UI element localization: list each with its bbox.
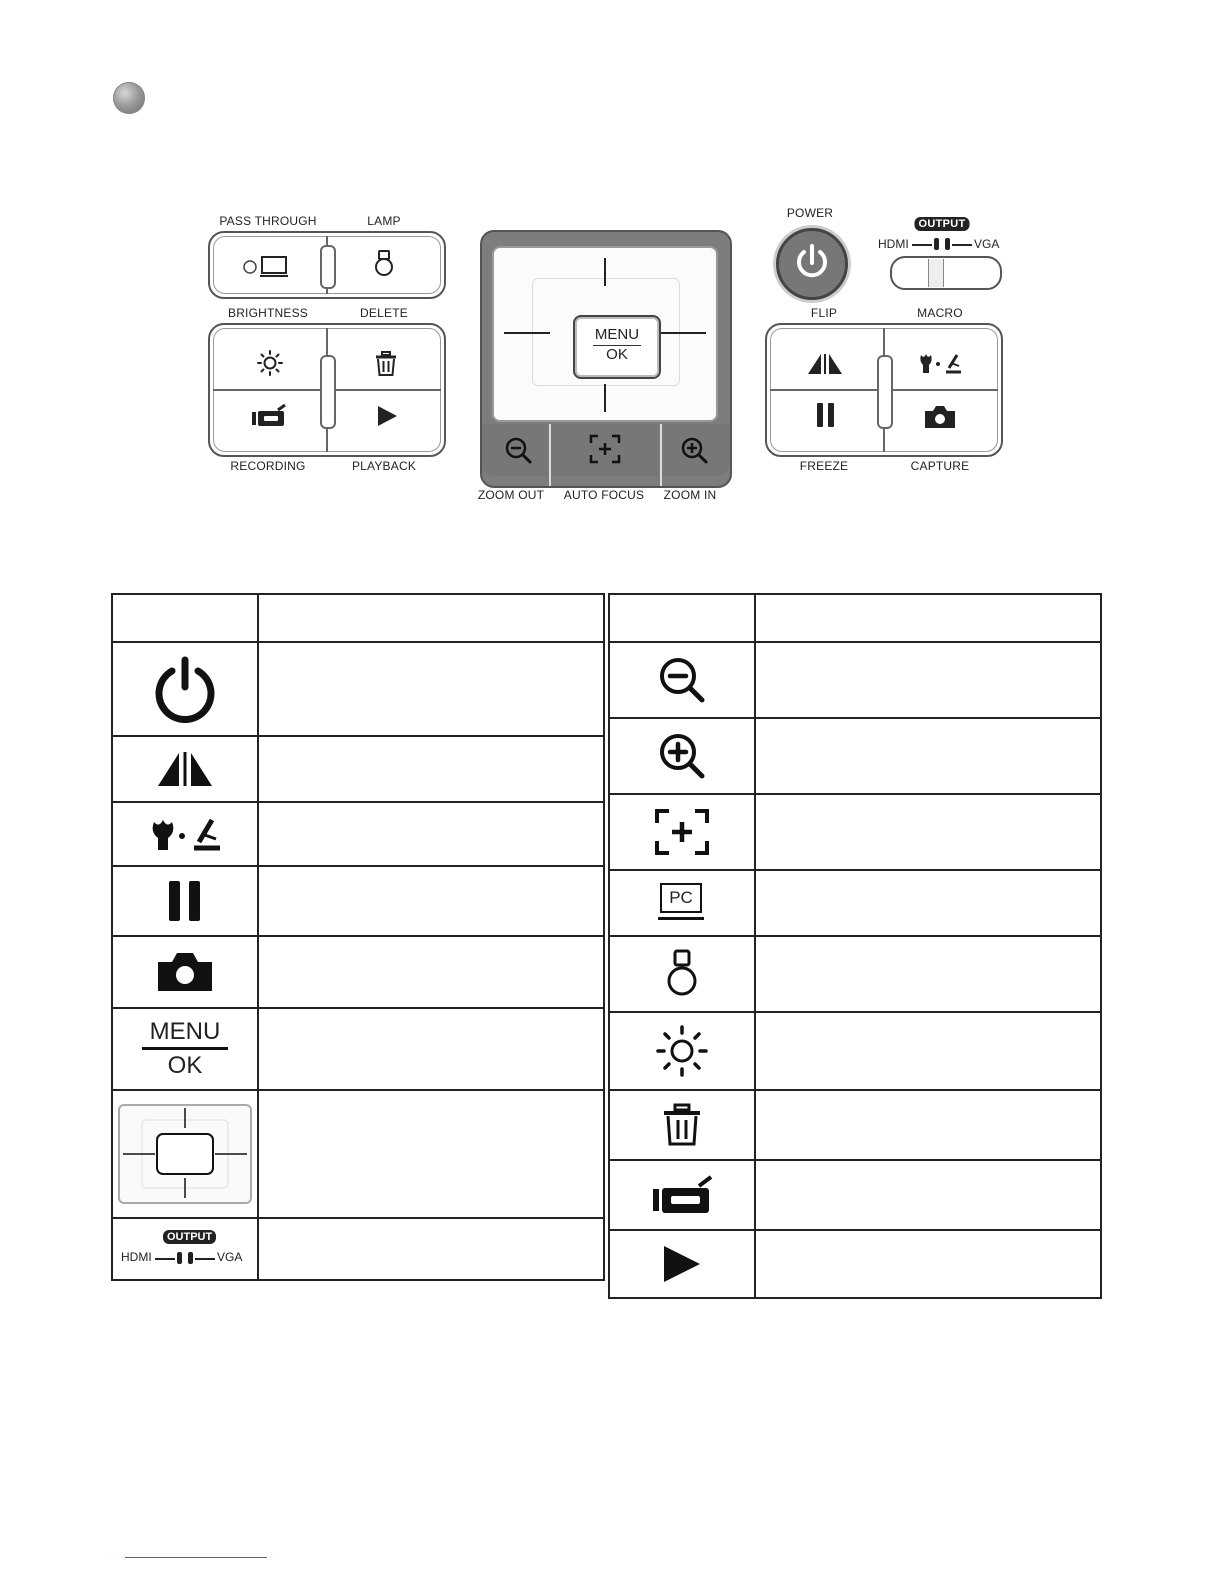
zoom-out-button[interactable] [482,424,548,476]
macro-button[interactable] [917,351,963,375]
table-row [609,870,1101,936]
footer-link-underline [125,1557,267,1558]
table-row [609,936,1101,1012]
table-row [609,642,1101,718]
description-cell [755,1090,1101,1160]
lamp-button[interactable] [372,249,396,279]
capture-button[interactable] [923,405,957,429]
zoom-in-icon [657,731,707,781]
table-row [112,1008,604,1090]
macro-icon [148,816,222,852]
playback-label: PLAYBACK [351,459,417,473]
description-cell [258,1008,604,1090]
pause-icon [169,881,201,921]
play-icon [662,1245,702,1283]
left-arrow-mark[interactable] [504,332,550,334]
description-cell [258,736,604,802]
left-button-table [111,593,605,1281]
zoom-out-icon [657,655,707,705]
flip-label: FLIP [810,306,838,320]
brightness-delete-recording-playback-panel [208,323,446,457]
trash-icon [662,1103,702,1147]
zoom-in-button[interactable] [662,424,730,476]
output-badge: OUTPUT [163,1230,216,1244]
flip-icon [156,751,214,787]
hdmi-label: HDMI [878,237,909,251]
description-cell [755,718,1101,794]
description-cell [258,1090,604,1218]
output-switch-icon [112,1218,258,1280]
table-row [609,1160,1101,1230]
pc-text: PC [660,883,702,913]
description-cell [258,802,604,866]
pass-through-lamp-panel [208,231,446,299]
table-row [609,794,1101,870]
table-row [112,936,604,1008]
output-switch[interactable] [890,256,1002,290]
description-cell [258,642,604,736]
menu-text: MENU [594,326,640,343]
flip-macro-freeze-capture-panel [765,323,1003,457]
table-row [112,736,604,802]
description-cell [258,936,604,1008]
description-cell [755,1012,1101,1090]
header-description-cell [755,594,1101,642]
table-row [609,1230,1101,1298]
vga-label: VGA [217,1250,243,1264]
description-cell [258,1218,604,1280]
lamp-icon [664,949,700,999]
auto-focus-button[interactable] [551,424,659,476]
pass-through-button[interactable] [242,253,294,279]
video-camera-icon [651,1174,713,1216]
macro-label: MACRO [917,306,963,320]
pass-through-label: PASS THROUGH [219,214,317,228]
description-cell [755,1160,1101,1230]
navigation-pad [480,230,732,488]
description-cell [755,794,1101,870]
power-icon [153,655,217,723]
power-button[interactable] [776,228,848,300]
lamp-label: LAMP [367,214,401,228]
power-label: POWER [786,206,834,220]
table-header [112,594,604,642]
table-row [112,1090,604,1218]
header-icon-cell [609,594,755,642]
table-row [112,1218,604,1280]
description-cell [258,866,604,936]
description-cell [755,1230,1101,1298]
zoom-out-label: ZOOM OUT [477,488,545,502]
output-badge: OUTPUT [914,217,969,231]
delete-button[interactable] [374,351,398,377]
ok-text: OK [606,345,628,363]
brightness-label: BRIGHTNESS [227,306,309,320]
brightness-icon [655,1024,709,1078]
table-row [112,642,604,736]
capture-label: CAPTURE [910,459,970,473]
zoom-in-label: ZOOM IN [663,488,717,502]
header-icon-cell [112,594,258,642]
auto-focus-icon [589,434,621,464]
menu-ok-icon [112,1008,258,1090]
recording-label: RECORDING [230,459,306,473]
auto-focus-label: AUTO FOCUS [563,488,645,502]
menu-text: MENU [149,1018,221,1045]
auto-focus-icon [654,808,710,856]
table-header [609,594,1101,642]
playback-button[interactable] [376,405,398,427]
pc-monitor-icon [609,870,755,936]
menu-ok-button[interactable] [573,315,661,379]
vga-label: VGA [974,237,1000,251]
direction-pad[interactable] [492,246,718,422]
power-icon [793,243,831,283]
recording-button[interactable] [250,403,288,429]
ok-text: OK [167,1052,203,1079]
right-button-table [608,593,1102,1299]
right-arrow-mark[interactable] [660,332,706,334]
freeze-button[interactable] [817,403,835,427]
description-cell [755,936,1101,1012]
freeze-label: FREEZE [799,459,849,473]
flip-button[interactable] [807,353,843,375]
table-row [112,802,604,866]
description-cell [755,870,1101,936]
description-cell [755,642,1101,718]
zoom-out-icon [504,436,534,466]
zoom-in-icon [680,436,710,466]
table-row [609,1012,1101,1090]
direction-pad-icon [118,1104,252,1204]
section-bullet [113,82,145,114]
table-row [609,1090,1101,1160]
down-arrow-mark[interactable] [604,384,606,412]
table-row [112,866,604,936]
table-row [609,718,1101,794]
delete-label: DELETE [360,306,408,320]
hdmi-label: HDMI [121,1250,152,1264]
brightness-button[interactable] [256,349,284,377]
camera-icon [156,952,214,992]
up-arrow-mark[interactable] [604,258,606,286]
header-description-cell [258,594,604,642]
